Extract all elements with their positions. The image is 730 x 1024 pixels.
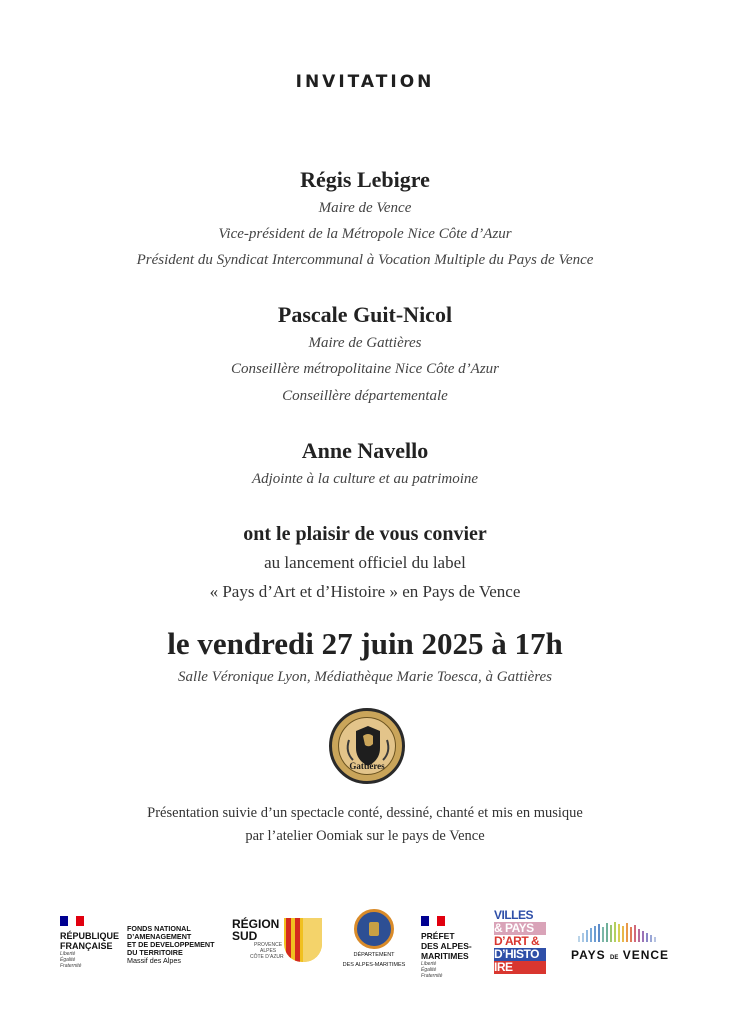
logo-text: D’AMENAGEMENT [127,932,192,941]
logo-text: ET DE DEVELOPPEMENT [127,940,215,949]
logo-text: CÔTE D’AZUR [250,954,284,960]
republique-francaise-logo [60,913,122,969]
host-role: Président du Syndicat Intercommunal à Vocation Multiple du Pays de Vence [136,252,594,268]
host-name: Anne Navello [301,438,429,463]
logo-text: VILLES [494,909,534,922]
logo-text: ALPES [260,948,277,954]
logo-text: D’HISTO [494,948,546,961]
host-role: Maire de Vence [318,200,412,216]
departement-logo [340,909,408,969]
logo-text: DU TERRITOIRE [127,948,183,957]
logo-motto: Liberté [421,961,437,967]
logo-motto: Liberté [60,951,76,957]
event-venue: Salle Véronique Lyon, Médiathèque Marie Toesca, à Gattières [177,669,553,685]
logo-text: FRANÇAISE [60,941,113,951]
logo-text: PROVENCE [254,942,283,948]
host-role: Conseillère métropolitaine Nice Côte d’Azur [230,361,499,377]
logo-text: RÉPUBLIQUE [60,931,120,941]
logo-text: SUD [232,929,258,943]
invitation-line: au lancement officiel du label [264,553,466,572]
host-role: Conseillère départementale [282,388,448,404]
invitation-line: « Pays d’Art et d’Histoire » en Pays de Vence [209,582,521,601]
logo-text: DE [610,955,619,961]
host-role: Vice-président de la Métropole Nice Côte d’Azur [218,226,512,242]
logo-motto: Égalité [60,957,76,963]
host-name: Régis Lebigre [300,167,430,192]
logo-text: Massif des Alpes [127,956,181,965]
logo-text: DES ALPES-MARITIMES [342,962,406,968]
logo-text: & PAYS [494,922,546,935]
crest-label: Gattières [349,761,385,771]
invitation-lead: ont le plaisir de vous convier [243,523,487,545]
prefet-logo [421,913,481,979]
host-role: Adjointe à la culture et au patrimoine [251,471,479,487]
logo-text: D’ART & [494,935,540,948]
region-sud-logo [232,918,322,960]
logo-wordmark [560,948,680,962]
logo-text: PRÉFET [421,931,455,941]
logo-motto: Égalité [421,967,437,973]
gattieres-crest-icon [329,708,405,784]
logo-motto: Fraternité [421,973,443,979]
pays-de-vence-bars-icon [560,922,680,942]
logo-text: IRE [494,961,546,974]
region-shield-icon [284,918,322,962]
logo-text: DÉPARTEMENT [353,952,395,958]
host-name: Pascale Guit-Nicol [277,302,453,327]
logo-text: RÉGION [232,917,280,931]
french-flag-icon [60,916,84,926]
french-flag-icon [421,916,445,926]
logo-motto: Fraternité [60,963,82,969]
logo-text: FONDS NATIONAL [127,924,191,933]
host-role: Maire de Gattières [308,335,422,351]
program-line: par l’atelier Oomiak sur le pays de Vence [245,828,485,844]
departement-emblem-icon [354,909,394,949]
fnadt-logo [127,925,219,965]
logo-text: VENCE [622,948,670,962]
logo-text: MARITIMES [421,951,469,961]
logo-text: PAYS [570,948,606,962]
pays-de-vence-logo [560,922,680,962]
villes-pays-art-histoire-logo [494,909,546,975]
invitation-heading: INVITATION [295,72,435,92]
event-date: le vendredi 27 juin 2025 à 17h [167,626,563,661]
program-line: Présentation suivie d’un spectacle conté, dessiné, chanté et mis en musique [147,805,583,821]
logo-text: DES ALPES- [421,941,472,951]
